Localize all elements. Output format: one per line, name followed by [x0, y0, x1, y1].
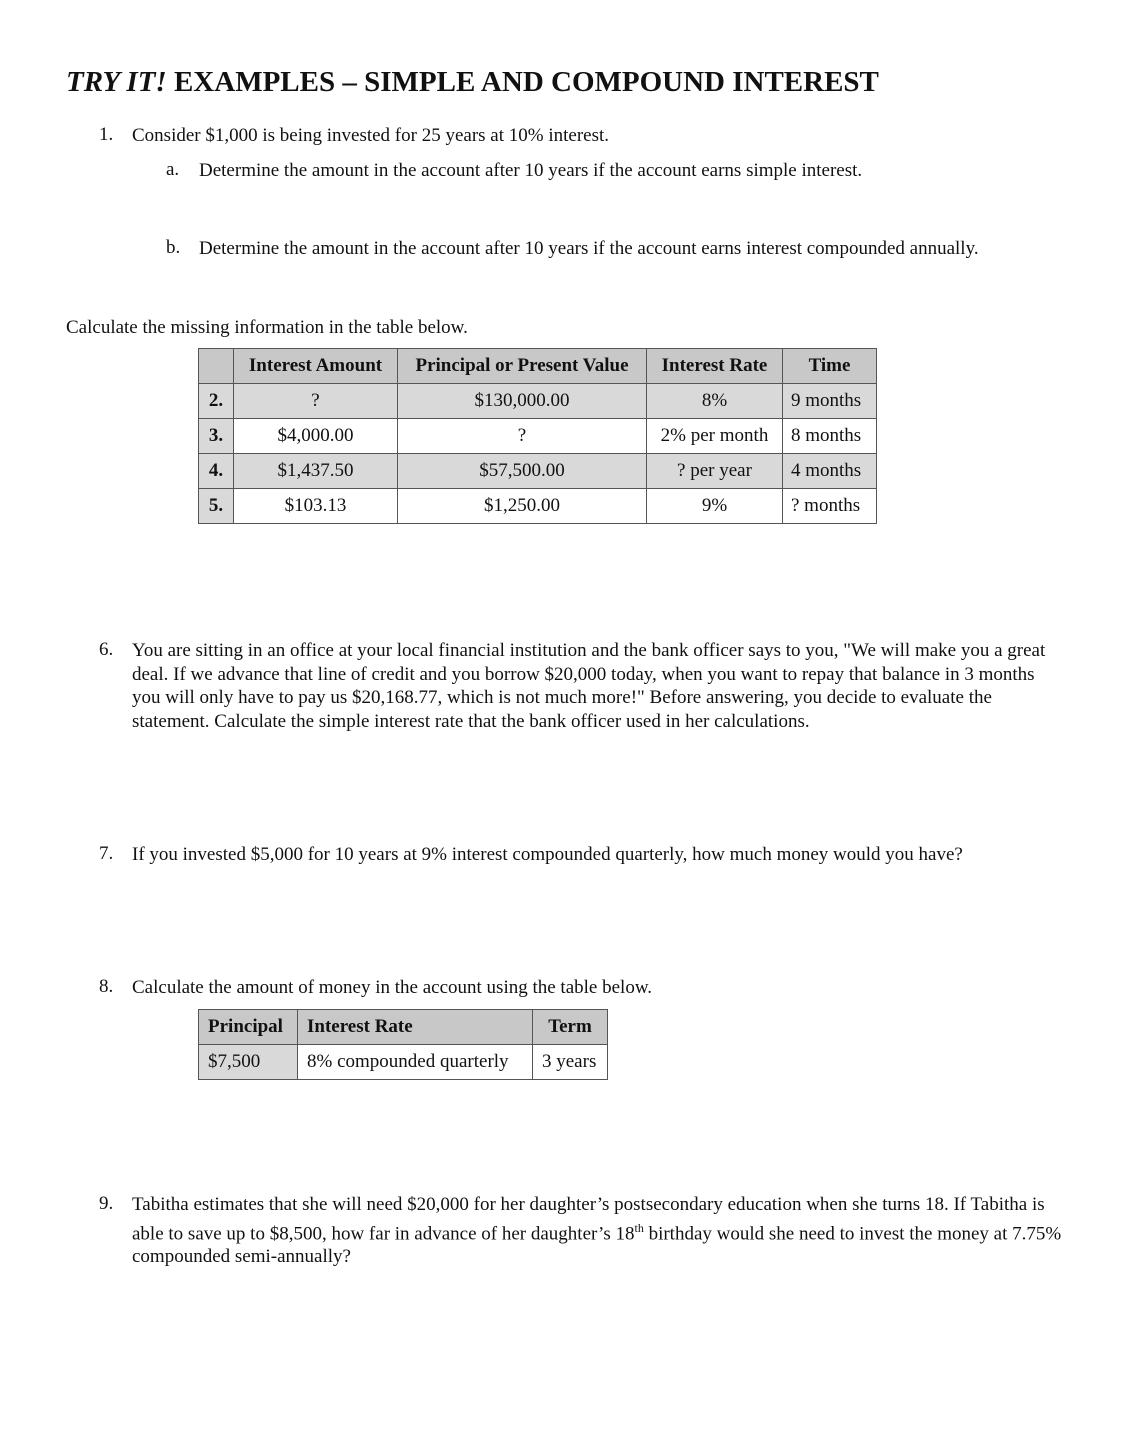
- q1b-label: b.: [166, 237, 181, 258]
- q1-text: Consider $1,000 is being invested for 25 years at 10% interest.: [132, 125, 610, 146]
- table-header-row: [199, 349, 877, 384]
- table-cell: 9 months: [783, 384, 877, 419]
- q9-text: [132, 1193, 1062, 1269]
- table-cell: ?: [398, 419, 647, 454]
- q9-text-before: Tabitha estimates that she will need $20,000 for her daughter’s postsecondary education when she turns 18. If Tabitha is able to save up to $8,500, how far in advance of her daughter’s 18: [132, 1194, 1045, 1244]
- missing-info-table: [198, 348, 877, 524]
- q7-text: If you invested $5,000 for 10 years at 9% interest compounded quarterly, how much money would you have?: [132, 844, 963, 865]
- q1a-text: Determine the amount in the account after 10 years if the account earns simple interest.: [199, 160, 863, 181]
- table-cell: $130,000.00: [398, 384, 647, 419]
- header-cell: Interest Rate: [298, 1010, 533, 1045]
- table-cell: $103.13: [234, 489, 398, 524]
- table-cell: $1,437.50: [234, 454, 398, 489]
- table-cell: $4,000.00: [234, 419, 398, 454]
- table-cell: 9%: [647, 489, 783, 524]
- table-row: [199, 489, 877, 524]
- row-label: 3.: [199, 419, 234, 454]
- table-header-row: [199, 1010, 608, 1045]
- q9-number: 9.: [99, 1193, 114, 1214]
- header-cell: Interest Amount: [234, 349, 398, 384]
- title-rest: EXAMPLES – SIMPLE AND COMPOUND INTEREST: [166, 66, 879, 98]
- header-cell: Time: [783, 349, 877, 384]
- row-label: 4.: [199, 454, 234, 489]
- q6-number: 6.: [99, 639, 114, 660]
- q8-number: 8.: [99, 976, 114, 997]
- table-row: [199, 454, 877, 489]
- row-label: 2.: [199, 384, 234, 419]
- table-cell: $57,500.00: [398, 454, 647, 489]
- q8-text: Calculate the amount of money in the account using the table below.: [132, 977, 653, 998]
- table-cell: 8%: [647, 384, 783, 419]
- table-row: [199, 384, 877, 419]
- table-cell: $1,250.00: [398, 489, 647, 524]
- header-cell: Interest Rate: [647, 349, 783, 384]
- q6-text: You are sitting in an office at your local financial institution and the bank officer says to you, "We will make you a great deal. If we advance that line of credit and you borrow $20,000 today, when you want to repay that balance in 3 months you will only have to pay us $20,168.77, which is not much more!" Before answering, you decide to evaluate the statement. Calculate the simple interest rate that the bank officer used in her calculations.: [132, 640, 1046, 732]
- q1b-text: Determine the amount in the account after 10 years if the account earns interest compounded annually.: [199, 238, 979, 259]
- q9-superscript: th: [634, 1220, 644, 1235]
- page-title: [66, 66, 879, 99]
- q1-number: 1.: [99, 124, 114, 145]
- account-table: [198, 1009, 608, 1080]
- table-intro: Calculate the missing information in the table below.: [66, 317, 468, 338]
- table-cell: 8% compounded quarterly: [298, 1045, 533, 1080]
- table-row: [199, 1045, 608, 1080]
- q9-text-after: birthday would she need to invest the money at 7.75% compounded semi-annually?: [132, 1222, 1062, 1268]
- table-cell: ? months: [783, 489, 877, 524]
- title-italic: TRY IT!: [66, 66, 167, 98]
- header-cell: Principal or Present Value: [398, 349, 647, 384]
- table-cell: 8 months: [783, 419, 877, 454]
- q7-number: 7.: [99, 843, 114, 864]
- table-row: [199, 419, 877, 454]
- table-cell: 3 years: [533, 1045, 608, 1080]
- row-label: 5.: [199, 489, 234, 524]
- q1a-label: a.: [166, 159, 180, 180]
- table-cell: 4 months: [783, 454, 877, 489]
- table-cell: $7,500: [199, 1045, 298, 1080]
- table-cell: ? per year: [647, 454, 783, 489]
- table-cell: ?: [234, 384, 398, 419]
- header-cell: [199, 349, 234, 384]
- header-cell: Principal: [199, 1010, 298, 1045]
- header-cell: Term: [533, 1010, 608, 1045]
- table-cell: 2% per month: [647, 419, 783, 454]
